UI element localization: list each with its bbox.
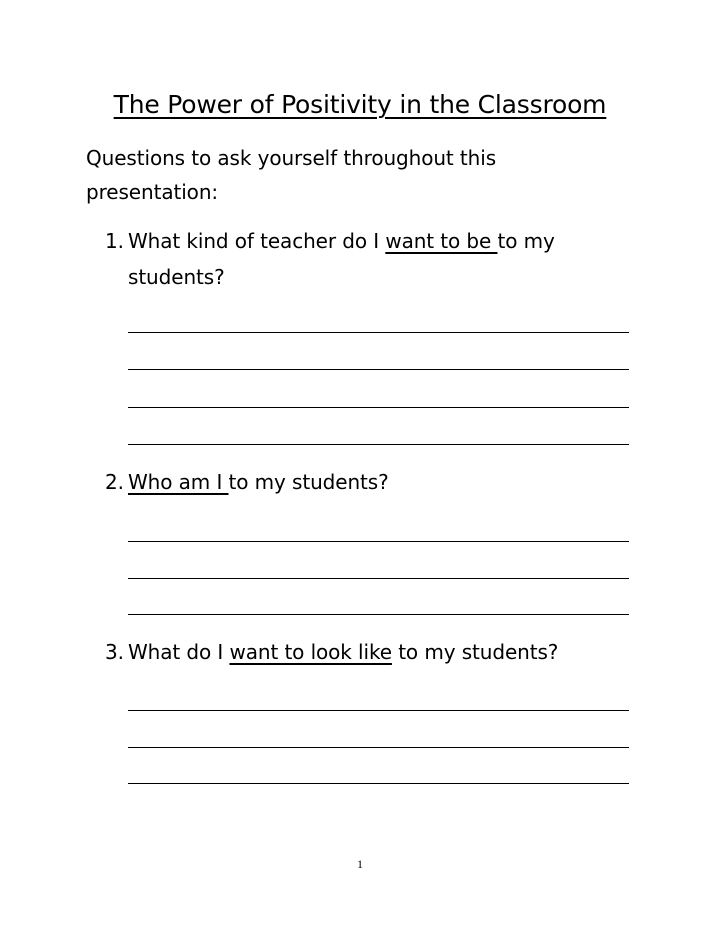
answer-line[interactable] — [128, 710, 629, 711]
answer-line[interactable] — [128, 578, 629, 579]
question-text-after: to my students? — [228, 470, 389, 494]
page-title: The Power of Positivity in the Classroom — [113, 90, 607, 119]
question-text — [128, 634, 608, 670]
question-underlined-phrase: Who am I — [128, 470, 229, 494]
question-text-before: What kind of teacher do I — [128, 229, 386, 253]
answer-line[interactable] — [128, 747, 629, 748]
question-text-after: to my students? — [128, 229, 555, 289]
answer-line[interactable] — [128, 783, 629, 784]
question-number: 2. — [105, 470, 124, 494]
question-text-after: to my students? — [391, 640, 559, 664]
question-underlined-phrase: want to be — [385, 229, 498, 253]
question-underlined-phrase: want to look like — [229, 640, 392, 664]
intro-text: Questions to ask yourself throughout this presentation: — [86, 146, 497, 204]
answer-line[interactable] — [128, 444, 629, 445]
question-number: 3. — [105, 640, 124, 664]
question-text-before: What do I — [128, 640, 230, 664]
answer-line[interactable] — [128, 407, 629, 408]
answer-line[interactable] — [128, 614, 629, 615]
question-number: 1. — [105, 229, 124, 253]
answer-line[interactable] — [128, 332, 629, 333]
question-text — [128, 464, 608, 500]
page-number: 1 — [357, 857, 363, 871]
answer-line[interactable] — [128, 541, 629, 542]
question-text — [128, 223, 608, 295]
answer-line[interactable] — [128, 369, 629, 370]
